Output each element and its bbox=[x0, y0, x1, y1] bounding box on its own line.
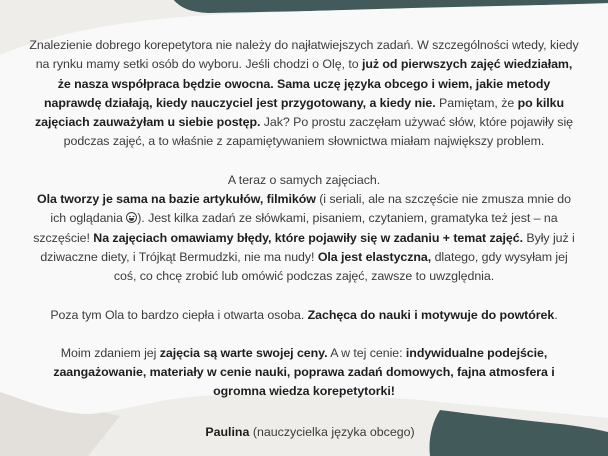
bold-text: Ola jest elastyczna, bbox=[317, 249, 432, 264]
spacer bbox=[28, 325, 580, 344]
author-role: (nauczycielka języka obcego) bbox=[249, 425, 415, 439]
bold-text: Zachęca do nauki i motywuje do powtórek bbox=[307, 307, 555, 322]
bold-text: już od pierwszych zajęć wiedziałam, że nasza współpraca będzie owocna. Sama uczę języka obcego i wiem, jakie metody naprawdę działają, kiedy nauczyciel jest przygotowany, a kiedy nie. bbox=[43, 57, 573, 110]
text-span: ). Jest kilka zadań ze słówkami, pisaniem, czytaniem, gramatyka też jest – na szczęście! bbox=[33, 211, 558, 245]
text-span: A teraz o samych zajęciach. bbox=[227, 172, 381, 187]
paragraph-lessons bbox=[28, 171, 580, 287]
spacer bbox=[28, 152, 580, 171]
author-name: Paulina bbox=[205, 425, 250, 439]
text-span: A w tej cenie: bbox=[327, 345, 406, 360]
text-span: Jak? Po prostu zaczęłam używać słów, które pojawiły się podczas zajęć, a to właśnie z zapamiętywaniem słownictwa miałam największy problem. bbox=[63, 115, 573, 149]
bold-text: po kilku zajęciach zauważyłam u siebie postęp. bbox=[34, 95, 565, 130]
bold-text: Na zajęciach omawiamy błędy, które pojawiły się w zadaniu + temat zajęć. bbox=[93, 230, 523, 245]
text-span: . bbox=[554, 307, 558, 322]
text-span: (i seriali, ale na szczęście nie zmusza mnie do ich oglądania bbox=[50, 192, 571, 226]
paragraph-personality bbox=[28, 306, 580, 325]
bold-text: zajęcia są warte swojej ceny. bbox=[159, 345, 328, 360]
bold-text: indywidualne podejście, zaangażowanie, materiały w cenie nauki, poprawa zadań domowych, fajna atmosfera i ogromna wiedza korepetytorki! bbox=[53, 345, 555, 399]
text-span: Moim zdaniem jej bbox=[60, 345, 160, 360]
text-span: Były już i dziwaczne diety, i Trójkąt Bermudzki, nie ma nudy! bbox=[40, 230, 575, 264]
paragraph-value bbox=[28, 344, 580, 402]
paragraph-intro bbox=[28, 36, 580, 152]
bold-text: Ola tworzy je sama na bazie artykułów, filmików bbox=[37, 192, 316, 207]
text-span: Poza tym Ola to bardzo ciepła i otwarta osoba. bbox=[50, 307, 308, 322]
testimonial-text bbox=[28, 36, 580, 402]
text-span: Znalezienie dobrego korepetytora nie należy do najłatwiejszych zadań. W szczególności wtedy, kiedy na rynku mamy setki osób do wyboru. Jeśli chodzi o Olę, to bbox=[29, 38, 579, 72]
signature bbox=[150, 424, 470, 440]
grinning-face-icon bbox=[126, 212, 137, 223]
text-span: dlatego, gdy wysyłam jej coś, co chcę zrobić lub omówić podczas zajęć, zawsze to uwzględnia. bbox=[113, 249, 568, 284]
spacer bbox=[28, 287, 580, 306]
text-span: Pamiętam, że bbox=[435, 95, 518, 110]
